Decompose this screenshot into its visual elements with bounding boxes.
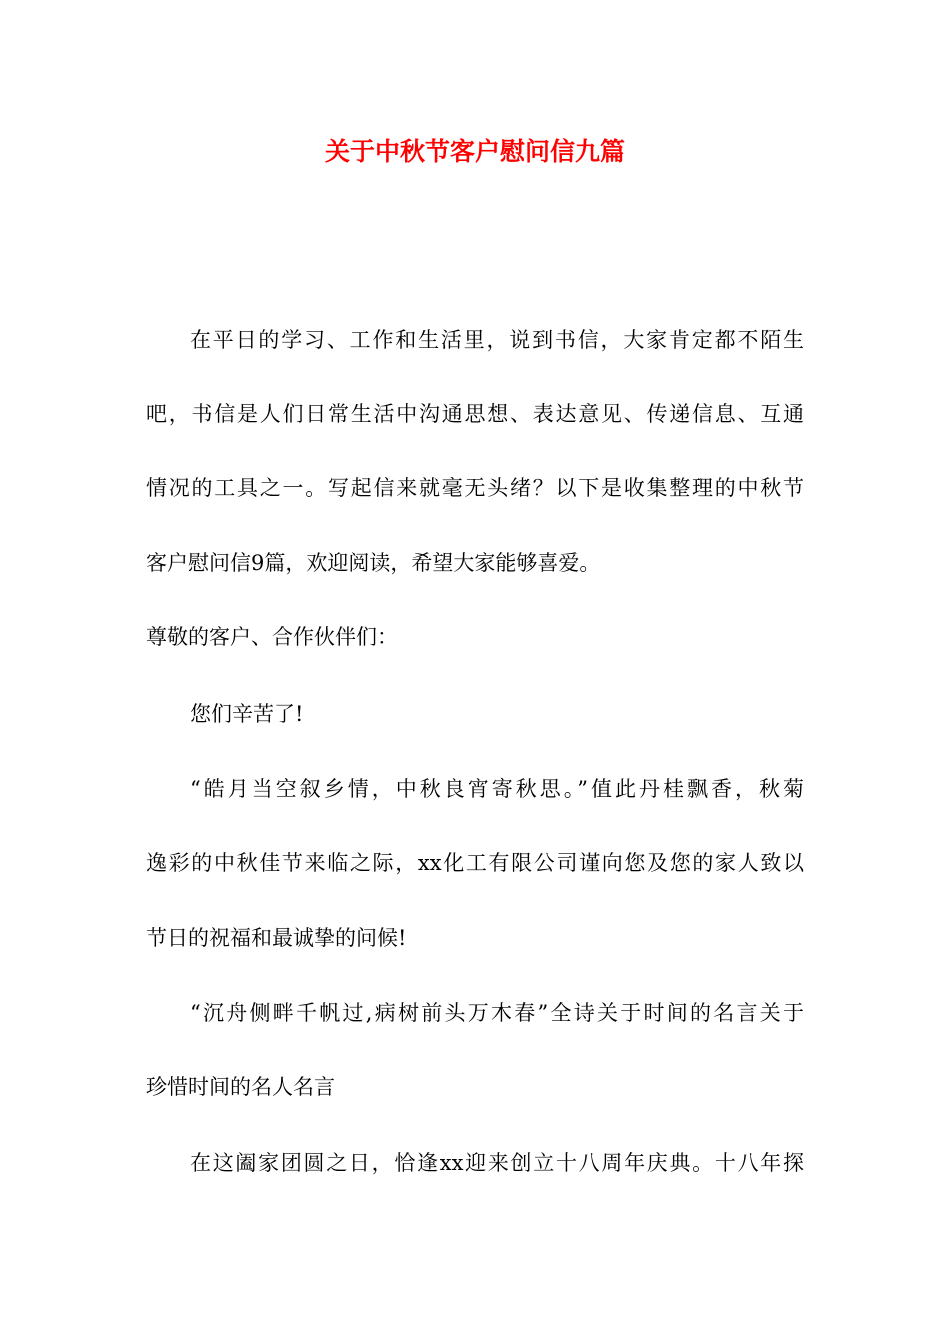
salutation-line: 尊敬的客户、合作伙伴们：	[146, 625, 398, 649]
paragraph-line: 在平日的学习、工作和生活里，说到书信，大家肯定都不陌生	[190, 328, 804, 352]
paragraph-line: “沉舟侧畔千帆过,病树前头万木春”全诗关于时间的名言关于	[190, 1001, 804, 1025]
paragraph-line: “皓月当空叙乡情，中秋良宵寄秋思。”值此丹桂飘香，秋菊	[190, 777, 804, 801]
paragraph-line: 您们辛苦了!	[190, 702, 304, 726]
paragraph-line: 珍惜时间的名人名言	[146, 1075, 335, 1099]
paragraph-line: 节日的祝福和最诚挚的问候!	[146, 926, 407, 950]
paragraph-line: 吧，书信是人们日常生活中沟通思想、表达意见、传递信息、互通	[146, 402, 804, 426]
paragraph-line: 情况的工具之一。写起信来就毫无头绪？以下是收集整理的中秋节	[146, 476, 804, 500]
paragraph-line: 客户慰问信9篇，欢迎阅读，希望大家能够喜爱。	[146, 551, 601, 575]
paragraph-line: 在这阖家团圆之日，恰逢xx迎来创立十八周年庆典。十八年探	[190, 1151, 804, 1175]
paragraph-line: 逸彩的中秋佳节来临之际，xx化工有限公司谨向您及您的家人致以	[146, 851, 804, 875]
document-title: 关于中秋节客户慰问信九篇	[324, 137, 625, 166]
